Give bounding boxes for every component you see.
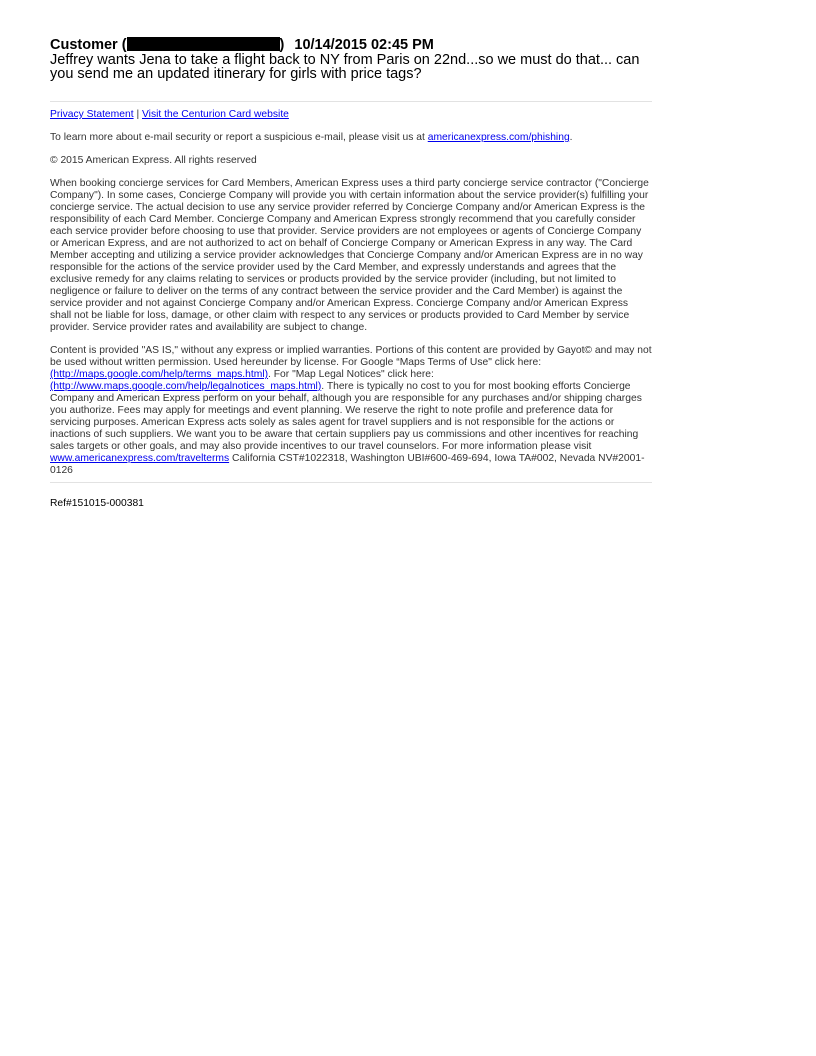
customer-label-close: ) [279, 37, 285, 53]
customer-message: Jeffrey wants Jena to take a flight back to NY from Paris on 22nd...so we must do that... can you send me an updated itinerary for girls with price tags? [50, 52, 640, 82]
customer-label: Customer ( [50, 37, 127, 53]
email-page [50, 37, 652, 510]
message-datetime: 10/14/2015 02:45 PM [294, 37, 434, 53]
security-notice [50, 132, 652, 144]
divider-top [50, 101, 652, 102]
reference-number: Ref#151015-000381 [50, 498, 144, 509]
content-disclaimer [50, 345, 652, 477]
content-disclaimer-part4: California CST#1022318, Washington UBI#600-469-694, Iowa TA#002, Nevada NV#2001-0126 [50, 453, 645, 476]
security-period: . [569, 132, 573, 143]
maps-legal-notices-link[interactable]: (http://www.maps.google.com/help/legalnotices_maps.html) [50, 381, 322, 392]
copyright-notice: © 2015 American Express. All rights reserved [50, 155, 257, 166]
privacy-statement-link[interactable]: Privacy Statement [50, 109, 134, 120]
link-separator: | [136, 109, 140, 120]
security-text: To learn more about e-mail security or report a suspicious e-mail, please visit us at [50, 132, 425, 143]
phishing-link[interactable]: americanexpress.com/phishing [427, 132, 570, 143]
travel-terms-link[interactable]: www.americanexpress.com/travelterms [50, 453, 230, 464]
content-disclaimer-part2: . For "Map Legal Notices" click here: [268, 369, 434, 380]
content-disclaimer-part1: Content is provided "AS IS," without any express or implied warranties. Portions of this content are provided by Gayot© and may not be used without written permission. Used hereunder by license. For Google “Maps Terms of Use" click here: [50, 345, 652, 368]
centurion-card-link[interactable]: Visit the Centurion Card website [142, 109, 289, 120]
divider-bottom [50, 482, 652, 483]
email-header [50, 37, 652, 53]
concierge-disclaimer: When booking concierge services for Card Members, American Express uses a third party concierge service contractor ("Concierge Company"). In some cases, Concierge Company will provide you with certain information about the service provider(s) fulfilling your concierge service. The actual decision to use any service provider referred by Concierge Company and/or American Express is the responsibility of each Card Member. Concierge Company and American Express strongly recommend that you carefully consider each service provider before choosing to use that provider. Service providers are not employees or agents of Concierge Company or American Express, and are not authorized to act on behalf of Concierge Company or American Express in any way. The Card Member accepting and utilizing a service provider acknowledges that Concierge Company and/or American Express are in no way responsible for the actions of the service provider used by the Card Member, and expressly understands and agrees that the exclusive remedy for any claims relating to services or products provided by the service provider (including, but not limited to negligence or failure to deliver on the terms of any contract between the service provider and the Card Member) is against the service provider and not against Concierge Company and/or American Express. Concierge Company and/or American Express shall not be liable for loss, damage, or other claim with respect to any services or products provided to Card Member by service provider. Service provider rates and availability are subject to change. [50, 178, 649, 333]
redacted-customer-name [127, 37, 280, 51]
footer-links [50, 109, 652, 121]
maps-terms-link[interactable]: (http://maps.google.com/help/terms_maps.html) [50, 369, 269, 380]
content-disclaimer-part3: . There is typically no cost to you for most booking efforts Concierge Company and American Express perform on your behalf, although you are responsible for any purchases and/or shipping charges you authorize. Fees may apply for meetings and event planning. We reserve the right to note profile and preference data for servicing purposes. American Express acts solely as sales agent for travel suppliers and is not responsible for the actions or inactions of such suppliers. We want you to be aware that certain suppliers pay us commissions and other incentives for reaching sales targets or other goals, and may also provide incentives to our travel counselors. For more information please visit [50, 381, 642, 452]
